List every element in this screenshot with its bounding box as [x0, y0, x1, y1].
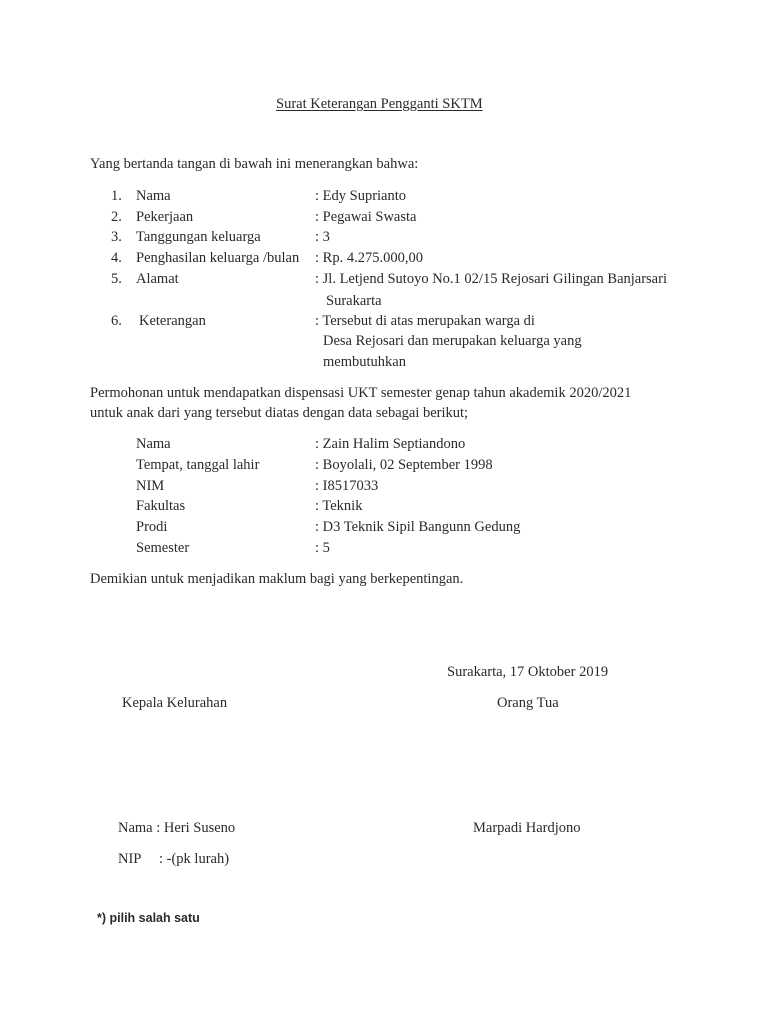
list-item-number: 2. — [111, 209, 122, 225]
student-field-value: : I8517033 — [315, 478, 379, 494]
list-item-label: Nama — [136, 188, 171, 204]
student-field-label: Prodi — [136, 519, 168, 535]
list-item-value-continuation: Surakarta — [326, 293, 382, 309]
list-item-label: Alamat — [136, 271, 179, 287]
student-field-value: : Teknik — [315, 498, 363, 514]
student-field-value: : Boyolali, 02 September 1998 — [315, 457, 493, 473]
list-item-label: Pekerjaan — [136, 209, 194, 225]
place-date: Surakarta, 17 Oktober 2019 — [447, 664, 609, 680]
signer-right-role: Orang Tua — [497, 695, 559, 711]
student-field-value: : 5 — [315, 540, 330, 556]
footnote: *) pilih salah satu — [97, 911, 200, 925]
request-text-line-2: untuk anak dari yang tersebut diatas dengan data sebagai berikut; — [90, 405, 469, 421]
list-item-number: 6. — [111, 313, 122, 329]
list-item-value: : 3 — [315, 229, 330, 245]
student-field-value: : Zain Halim Septiandono — [315, 436, 466, 452]
student-field-label: Fakultas — [136, 498, 186, 514]
list-item-value: : Edy Suprianto — [315, 188, 407, 204]
student-field-label: NIM — [136, 478, 165, 494]
request-text-line-1: Permohonan untuk mendapatkan dispensasi UKT semester genap tahun akademik 2020/2021 — [90, 385, 632, 401]
list-item-number: 1. — [111, 188, 122, 204]
list-item-value-continuation: Desa Rejosari dan merupakan keluarga yang — [323, 333, 582, 349]
student-field-value: : D3 Teknik Sipil Bangunn Gedung — [315, 519, 521, 535]
list-item-value: : Tersebut di atas merupakan warga di — [315, 313, 535, 329]
list-item-number: 5. — [111, 271, 122, 287]
signer-right-name: Marpadi Hardjono — [473, 820, 581, 836]
student-field-label: Tempat, tanggal lahir — [136, 457, 260, 473]
signer-left-name: Nama : Heri Suseno — [118, 820, 236, 836]
list-item-number: 4. — [111, 250, 122, 266]
list-item-number: 3. — [111, 229, 122, 245]
list-item-label: Tanggungan keluarga — [136, 229, 261, 245]
signer-left-nip-value: : -(pk lurah) — [159, 851, 230, 867]
list-item-value: : Rp. 4.275.000,00 — [315, 250, 423, 266]
student-field-label: Nama — [136, 436, 171, 452]
list-item-value-continuation: membutuhkan — [323, 354, 406, 370]
closing-text: Demikian untuk menjadikan maklum bagi yang berkepentingan. — [90, 571, 464, 587]
list-item-value: : Jl. Letjend Sutoyo No.1 02/15 Rejosari Gilingan Banjarsari — [315, 271, 667, 287]
list-item-label: Penghasilan keluarga /bulan — [136, 250, 300, 266]
signer-left-role: Kepala Kelurahan — [122, 695, 228, 711]
student-field-label: Semester — [136, 540, 190, 556]
signer-left-nip-label: NIP — [118, 851, 142, 867]
list-item-value: : Pegawai Swasta — [315, 209, 417, 225]
intro-text: Yang bertanda tangan di bawah ini menerangkan bahwa: — [90, 156, 419, 172]
list-item-label: Keterangan — [139, 313, 206, 329]
document-title: Surat Keterangan Pengganti SKTM — [276, 96, 483, 112]
